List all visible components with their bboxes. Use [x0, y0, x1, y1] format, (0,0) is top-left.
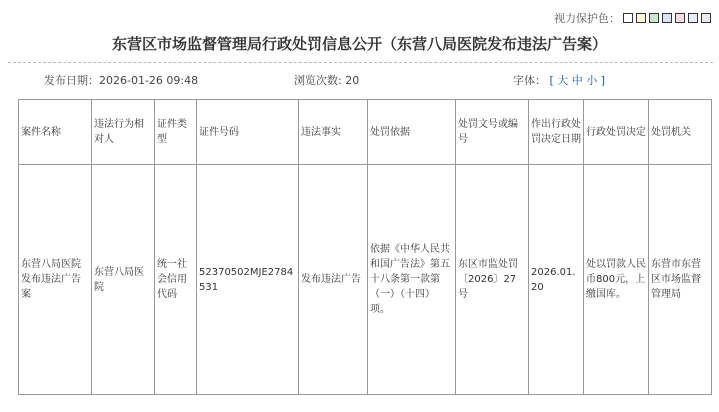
- page-title: 东营区市场监督管理局行政处罚信息公开（东营八局医院发布违法广告案）: [111, 35, 607, 53]
- color-swatch-pink[interactable]: [675, 13, 685, 23]
- penalty-table: [18, 99, 712, 395]
- color-swatch-lavender[interactable]: [688, 13, 698, 23]
- cell-decision: 处以罚款人民币800元，上缴国库。: [584, 165, 649, 395]
- publish-date: 发布日期：2026-01-26 09:48: [44, 74, 199, 87]
- header-id-type: 证件类型: [155, 100, 197, 165]
- view-count: 浏览次数: 20: [294, 74, 360, 87]
- header-id-number: 证件号码: [197, 100, 299, 165]
- table-row: [19, 165, 712, 395]
- header-facts: 违法事实: [299, 100, 368, 165]
- font-size-control: [513, 72, 605, 88]
- cell-basis: 依据《中华人民共和国广告法》第五十八条第一款第（一）（十四）项。: [368, 165, 456, 395]
- cell-facts: 发布违法广告: [299, 165, 368, 395]
- cell-id-type: 统一社会信用代码: [155, 165, 197, 395]
- title-divider: [8, 62, 713, 63]
- vision-protection-label: 视力保护色：: [554, 12, 620, 25]
- header-party: 违法行为相对人: [92, 100, 155, 165]
- color-swatch-white[interactable]: [623, 13, 633, 23]
- color-swatch-blue[interactable]: [662, 13, 672, 23]
- color-swatch-yellow[interactable]: [636, 13, 646, 23]
- cell-decision-date: 2026.01.20: [529, 165, 584, 395]
- color-swatch-gray[interactable]: [701, 13, 711, 23]
- cell-case-name: 东营八局医院发布违法广告案: [19, 165, 92, 395]
- cell-id-number: 52370502MJE2784531: [197, 165, 299, 395]
- font-size-label: 字体：: [513, 74, 546, 87]
- header-decision: 行政处罚决定: [584, 100, 649, 165]
- header-case-name: 案件名称: [19, 100, 92, 165]
- cell-doc-number: 东区市监处罚〔2026〕27号: [456, 165, 529, 395]
- header-decision-date: 作出行政处罚决定日期: [529, 100, 584, 165]
- article-meta: [0, 72, 719, 88]
- header-doc-number: 处罚文号或编号: [456, 100, 529, 165]
- cell-authority: 东营市东营区市场监督管理局: [649, 165, 712, 395]
- table-header-row: [19, 100, 712, 165]
- cell-party: 东营八局医院: [92, 165, 155, 395]
- font-size-links[interactable]: [ 大 中 小 ]: [549, 74, 606, 87]
- header-authority: 处罚机关: [649, 100, 712, 165]
- vision-protection-bar: [554, 10, 711, 26]
- color-swatch-green[interactable]: [649, 13, 659, 23]
- header-basis: 处罚依据: [368, 100, 456, 165]
